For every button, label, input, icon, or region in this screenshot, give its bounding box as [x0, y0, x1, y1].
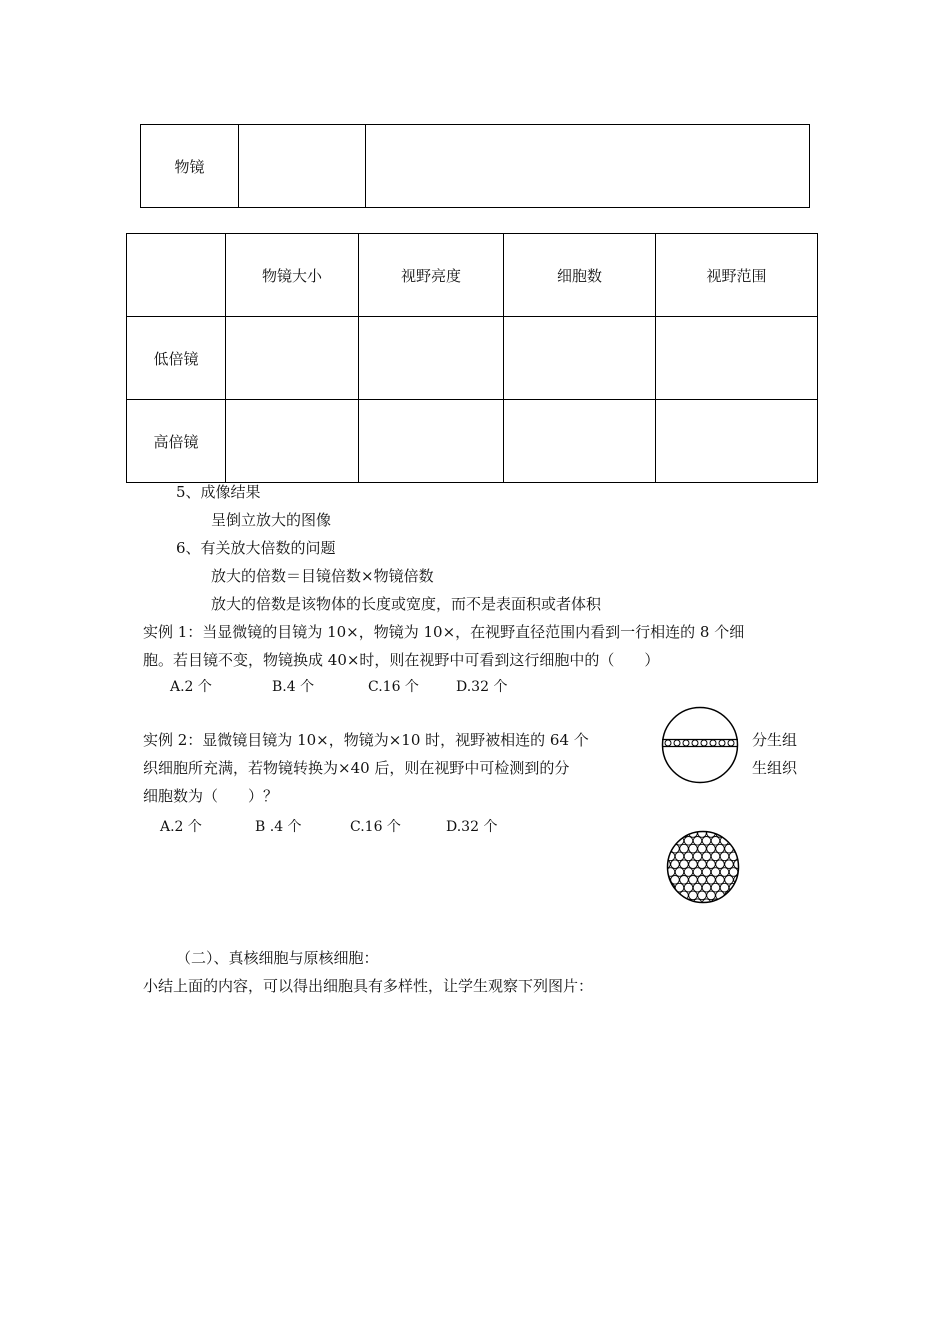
cell-circle — [698, 891, 707, 900]
objective-cell-2 — [239, 125, 366, 208]
cell-circle — [689, 891, 698, 900]
section5-body: 呈倒立放大的图像 — [211, 511, 332, 529]
example2-option-c: C.16 个 — [350, 819, 401, 835]
cell-circle — [711, 868, 720, 877]
example1-line1: 实例 1：当显微镜的目镜为 10×，物镜为 10×，在视野直径范围内看到一行相连的 8 个细 — [143, 623, 745, 641]
cell-circle — [689, 844, 698, 853]
cell-circle — [702, 883, 711, 892]
objective-table — [140, 124, 810, 208]
section6-title: 6、有关放大倍数的问题 — [176, 539, 336, 557]
cell-circle — [725, 891, 734, 900]
cell-circle — [702, 852, 711, 861]
example1-option-c: C.16 个 — [368, 679, 419, 695]
cell-circle — [664, 891, 670, 900]
cell-circle — [729, 868, 738, 877]
cell-circle — [702, 868, 711, 877]
section6-line1: 放大的倍数＝目镜倍数×物镜倍数 — [211, 567, 434, 585]
cell-circle — [664, 829, 670, 838]
header-cell-empty — [127, 234, 226, 317]
header-cell-range: 视野范围 — [656, 234, 818, 317]
section-two-summary: 小结上面的内容，可以得出细胞具有多样性，让学生观察下列图片： — [143, 977, 594, 995]
cell-circle — [707, 844, 716, 853]
table-cell — [226, 400, 359, 483]
cell-circle — [707, 860, 716, 869]
table-cell — [504, 317, 656, 400]
table-cell — [656, 317, 818, 400]
cell-circle — [702, 837, 711, 846]
objective-cell-3 — [366, 125, 810, 208]
cell-circle — [711, 883, 720, 892]
section6-line2: 放大的倍数是该物体的长度或宽度，而不是表面积或者体积 — [211, 595, 602, 613]
cell-circle — [698, 844, 707, 853]
cell-circle — [693, 899, 702, 908]
example2-line1-tail: 分生组 — [752, 731, 798, 749]
cell-circle — [725, 829, 734, 838]
example2-line2-tail: 生组织 — [752, 759, 798, 777]
cell-circle — [693, 852, 702, 861]
table-cell — [359, 317, 504, 400]
table-cell — [226, 317, 359, 400]
cell-circle — [711, 837, 720, 846]
cell-circle — [720, 899, 729, 908]
cell-circle — [725, 860, 734, 869]
example1-line2: 胞。若目镜不变，物镜换成 40×时，则在视野中可看到这行细胞中的（ ） — [143, 651, 660, 669]
cell-circle — [680, 860, 689, 869]
example1-option-a: A.2 个 — [170, 679, 212, 695]
example2-option-d: D.32 个 — [446, 819, 498, 835]
row-label-high: 高倍镜 — [127, 400, 226, 483]
cell-filled-field-figure — [664, 828, 744, 908]
cell-circle — [684, 883, 693, 892]
cell-circle — [693, 883, 702, 892]
example1-option-d: D.32 个 — [456, 679, 508, 695]
cell-circle — [689, 876, 698, 885]
cell-circle — [725, 876, 734, 885]
example2-option-a: A.2 个 — [160, 819, 202, 835]
cell-circle — [698, 860, 707, 869]
section-two-heading: （二）、真核细胞与原核细胞： — [176, 949, 379, 967]
cell-circle — [675, 852, 684, 861]
cell-circle — [716, 876, 725, 885]
cell-circle — [671, 860, 680, 869]
objective-label-cell: 物镜 — [141, 125, 239, 208]
cell-circle — [693, 868, 702, 877]
cell-circle — [698, 876, 707, 885]
cell-circle — [716, 860, 725, 869]
cell-circle — [666, 837, 675, 846]
table-cell — [504, 400, 656, 483]
example2-line2: 织细胞所充满，若物镜转换为×40 后，则在视野中可检测到的分 — [143, 759, 570, 777]
cell-circle — [680, 876, 689, 885]
cell-circle — [720, 868, 729, 877]
cell-circle — [707, 891, 716, 900]
cell-circle — [716, 844, 725, 853]
cell-circle — [675, 868, 684, 877]
header-cell-count: 细胞数 — [504, 234, 656, 317]
example2-line1: 实例 2：显微镜目镜为 10×，物镜为×10 时，视野被相连的 64 个 — [143, 731, 589, 749]
example1-option-b: B.4 个 — [272, 679, 315, 695]
cell-circle — [711, 852, 720, 861]
cell-circle — [707, 876, 716, 885]
cell-circle — [684, 868, 693, 877]
cell-circle — [664, 844, 670, 853]
cell-circle — [729, 899, 738, 908]
cell-circle — [689, 860, 698, 869]
section5-title: 5、成像结果 — [176, 483, 261, 501]
cell-circle — [720, 852, 729, 861]
header-cell-brightness: 视野亮度 — [359, 234, 504, 317]
table-cell — [359, 400, 504, 483]
cell-circle — [693, 837, 702, 846]
table-cell — [656, 400, 818, 483]
cell-circle — [684, 837, 693, 846]
cell-circle — [671, 829, 680, 838]
cell-circle — [666, 899, 675, 908]
cell-circle — [720, 883, 729, 892]
row-label-low: 低倍镜 — [127, 317, 226, 400]
cell-circle — [734, 829, 743, 838]
cell-circle — [680, 844, 689, 853]
example2-option-b: B .4 个 — [255, 819, 302, 835]
magnification-table — [126, 233, 818, 483]
cell-circle — [698, 829, 707, 838]
cell-circle — [684, 852, 693, 861]
example2-line3: 细胞数为（ ）？ — [143, 787, 279, 805]
cell-row-field-figure — [660, 705, 740, 785]
cell-circle — [734, 891, 743, 900]
header-cell-size: 物镜大小 — [226, 234, 359, 317]
cell-circle — [675, 899, 684, 908]
